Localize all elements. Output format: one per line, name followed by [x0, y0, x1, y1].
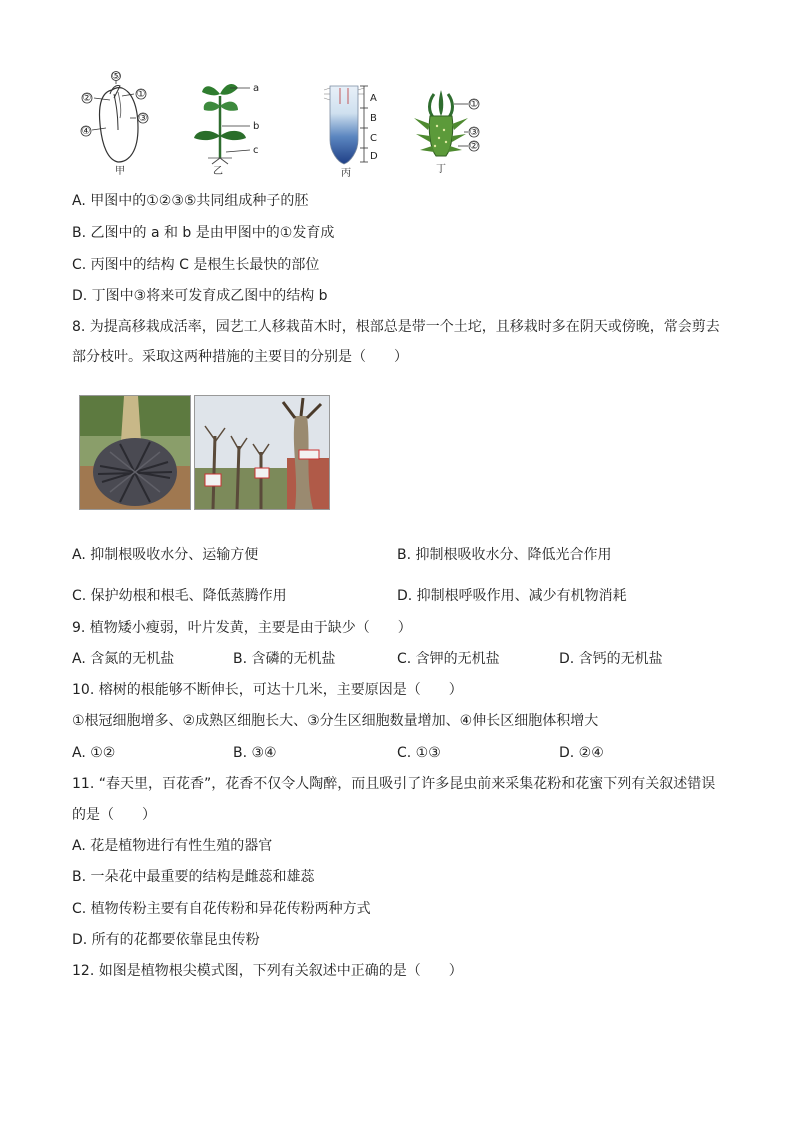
q10-option-d: D. ②④	[559, 745, 604, 761]
q7-option-a: A. 甲图中的①②③⑤共同组成种子的胚	[72, 193, 309, 209]
q11-option-d: D. 所有的花都要依靠昆虫传粉	[72, 932, 260, 948]
bud-label-1: ①	[469, 99, 479, 110]
q10-option-c: C. ①③	[397, 745, 441, 761]
q7-option-d: D. 丁图中③将来可发育成乙图中的结构 b	[72, 288, 328, 304]
q11-option-b: B. 一朵花中最重要的结构是雌蕊和雄蕊	[72, 869, 315, 885]
q9-stem: 9. 植物矮小瘦弱，叶片发黄，主要是由于缺少（ ）	[72, 620, 412, 636]
bud-label-3: ③	[469, 127, 479, 138]
root-label-a: A	[370, 93, 377, 104]
q11-option-a: A. 花是植物进行有性生殖的器官	[72, 838, 273, 854]
seedling-diagram	[182, 76, 272, 180]
bud-label-2: ②	[469, 141, 479, 152]
q10-option-b: B. ③④	[233, 745, 277, 761]
seed-label-3: ③	[138, 113, 148, 124]
q12-stem: 12. 如图是植物根尖模式图，下列有关叙述中正确的是（ ）	[72, 963, 463, 979]
q10-statements: ①根冠细胞增多、②成熟区细胞长大、③分生区细胞数量增加、④伸长区细胞体积增大	[72, 713, 599, 729]
seedling-label-a: a	[253, 83, 260, 94]
seedling-caption: 乙	[213, 166, 223, 177]
q8-stem-line2: 部分枝叶。采取这两种措施的主要目的分别是（ ）	[72, 349, 408, 365]
q7-option-c: C. 丙图中的结构 C 是根生长最快的部位	[72, 257, 320, 273]
q9-option-d: D. 含钙的无机盐	[559, 651, 663, 667]
seed-label-2: ②	[82, 93, 92, 104]
root-ball-photo	[79, 395, 191, 510]
q11-option-c: C. 植物传粉主要有自花传粉和异花传粉两种方式	[72, 901, 371, 917]
q11-stem-line2: 的是（ ）	[72, 807, 156, 823]
bud-diagram	[404, 80, 494, 180]
q9-option-c: C. 含钾的无机盐	[397, 651, 500, 667]
q8-stem-line1: 8. 为提高移栽成活率，园艺工人移栽苗木时，根部总是带一个土坨，且移栽时多在阴天或傍晚，常会剪去	[72, 319, 720, 335]
root-tip-diagram	[316, 82, 386, 180]
bud-caption: 丁	[436, 164, 446, 175]
q9-option-b: B. 含磷的无机盐	[233, 651, 336, 667]
q8-option-a: A. 抑制根吸收水分、运输方便	[72, 547, 259, 563]
q9-option-a: A. 含氮的无机盐	[72, 651, 175, 667]
q11-stem-line1: 11. “春天里，百花香”，花香不仅令人陶醉，而且吸引了许多昆虫前来采集花粉和花蜜下列有关叙述错误	[72, 776, 716, 792]
q8-option-b: B. 抑制根吸收水分、降低光合作用	[397, 547, 612, 563]
root-label-c: C	[370, 133, 377, 144]
q8-option-c: C. 保护幼根和根毛、降低蒸腾作用	[72, 588, 287, 604]
q7-option-b: B. 乙图中的 a 和 b 是由甲图中的①发育成	[72, 225, 335, 241]
q10-stem: 10. 榕树的根能够不断伸长，可达十几米，主要原因是（ ）	[72, 682, 463, 698]
seed-label-4: ④	[81, 126, 91, 137]
root-caption: 丙	[341, 168, 351, 179]
root-label-d: D	[370, 151, 378, 162]
pruned-trees-photo	[194, 395, 330, 510]
seed-label-1: ①	[136, 89, 146, 100]
seedling-label-b: b	[253, 121, 260, 132]
seed-diagram	[74, 70, 164, 178]
q10-option-a: A. ①②	[72, 745, 116, 761]
q8-option-d: D. 抑制根呼吸作用、减少有机物消耗	[397, 588, 627, 604]
seedling-label-c: c	[253, 145, 259, 156]
seed-label-5: ⑤	[111, 71, 121, 82]
seed-caption: 甲	[115, 166, 125, 177]
root-label-b: B	[370, 113, 377, 124]
